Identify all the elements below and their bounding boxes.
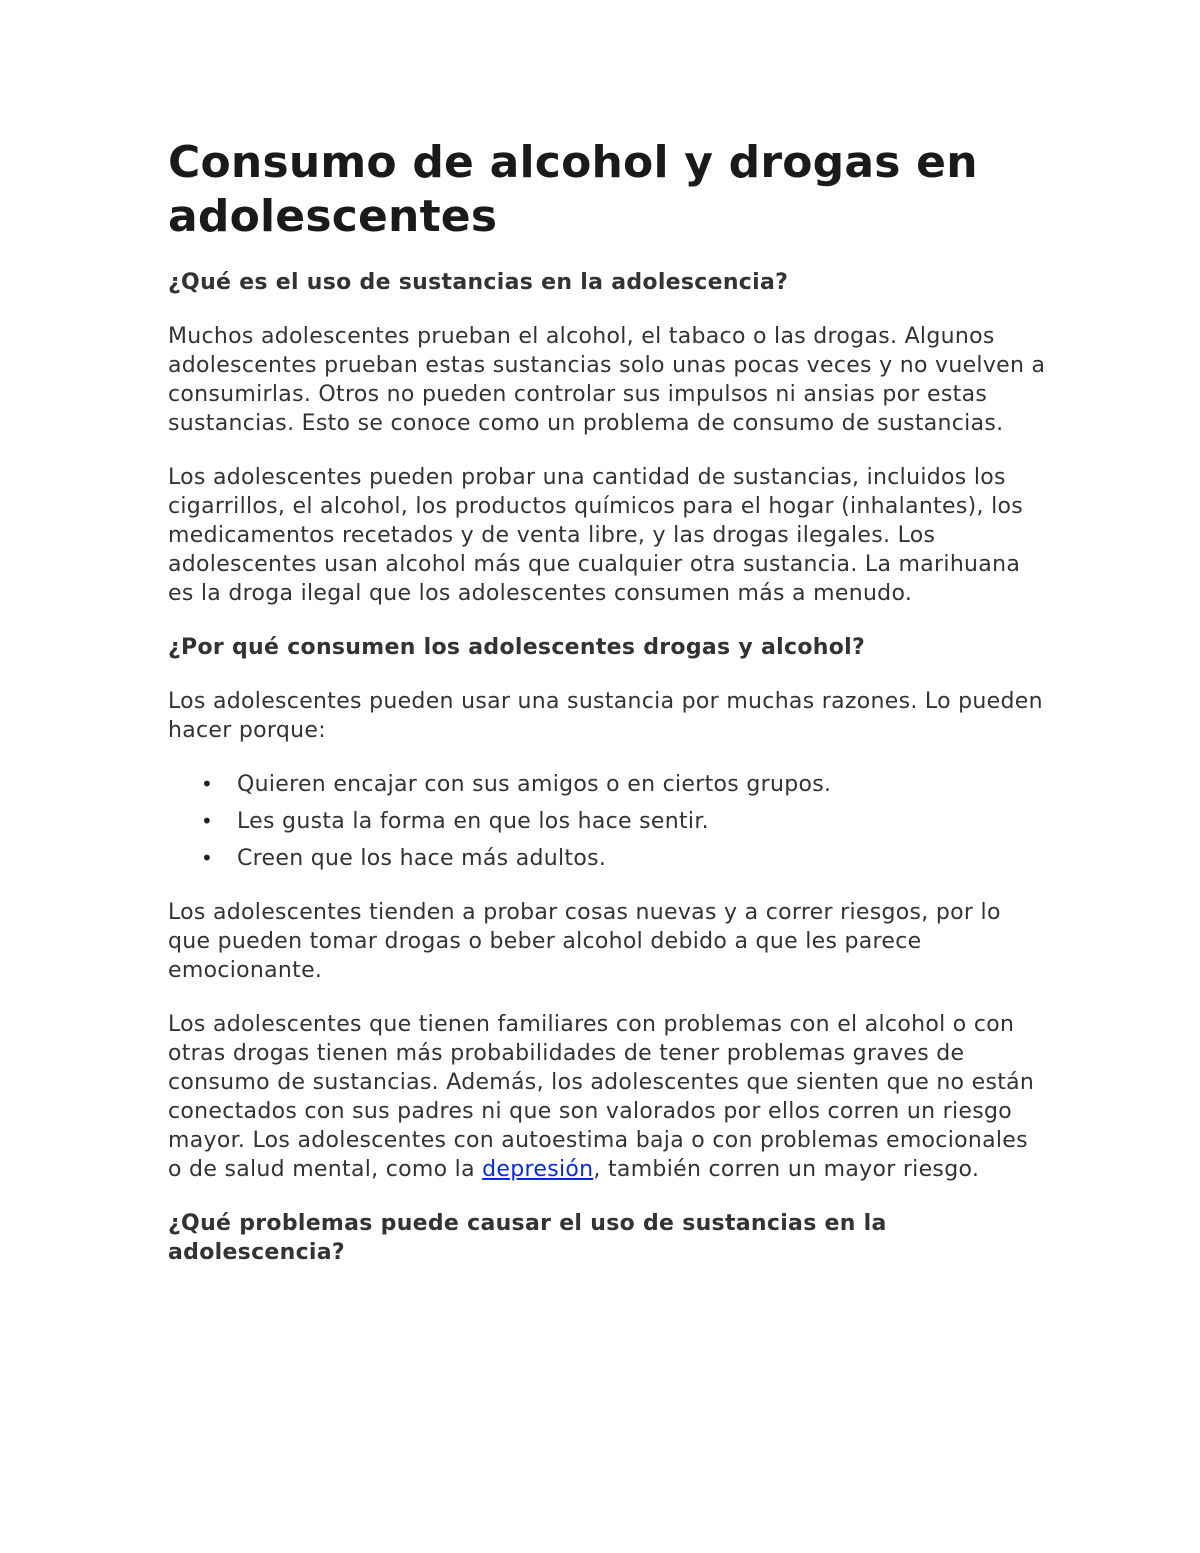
list-item-text: Quieren encajar con sus amigos o en ciertos grupos. [237, 772, 832, 797]
paragraph-family-risk [168, 1010, 1048, 1184]
paragraph-reasons-intro: Los adolescentes pueden usar una sustancia por muchas razones. Lo pueden hacer porque: [168, 689, 1043, 743]
paragraph-substances: Los adolescentes pueden probar una cantidad de sustancias, incluidos los cigarrillos, el alcohol, los productos químicos para el hogar (inhalantes), los medicamentos recetados y de venta libre, y las drogas ilegales. Los adolescentes usan alcohol más que cualquier otra sustancia. La marihuana es la droga ilegal que los adolescentes consumen más a menudo. [168, 465, 1024, 606]
paragraph-intro: Muchos adolescentes prueban el alcohol, el tabaco o las drogas. Algunos adolescentes prueban estas sustancias solo unas pocas veces y no vuelven a consumirlas. Otros no pueden controlar sus impulsos ni ansias por estas sustancias. Esto se conoce como un problema de consumo de sustancias. [168, 324, 1046, 436]
bullet-icon: • [201, 809, 214, 833]
reasons-list [168, 770, 1048, 873]
paragraph-family-text-end: , también corren un mayor riesgo. [593, 1157, 980, 1182]
list-item-text: Creen que los hace más adultos. [237, 846, 607, 871]
list-item [201, 770, 1048, 799]
depresion-link[interactable]: depresión [482, 1157, 594, 1182]
paragraph-family-text: Los adolescentes que tienen familiares con problemas con el alcohol o con otras drogas tienen más probabilidades de tener problemas graves de consumo de sustancias. Además, los adolescentes que sienten que no están conectados con sus padres ni que son valorados por ellos corren un riesgo mayor. Los adolescentes con autoestima baja o con problemas emocionales o de salud mental, como la [168, 1012, 1035, 1182]
paragraph-risk-taking: Los adolescentes tienden a probar cosas nuevas y a correr riesgos, por lo que pueden tomar drogas o beber alcohol debido a que les parece emocionante. [168, 900, 1001, 983]
list-item [201, 807, 1048, 836]
document-page [168, 136, 1048, 1292]
page-title: Consumo de alcohol y drogas en adolescentes [168, 137, 978, 242]
bullet-icon: • [201, 846, 214, 870]
list-item [201, 844, 1048, 873]
list-item-text: Les gusta la forma en que los hace sentir. [237, 809, 709, 834]
section-heading-problemas: ¿Qué problemas puede causar el uso de sustancias en la adolescencia? [168, 1211, 887, 1265]
bullet-icon: • [201, 772, 214, 796]
section-heading-por-que: ¿Por qué consumen los adolescentes drogas y alcohol? [168, 635, 866, 660]
section-heading-que-es: ¿Qué es el uso de sustancias en la adolescencia? [168, 270, 789, 295]
